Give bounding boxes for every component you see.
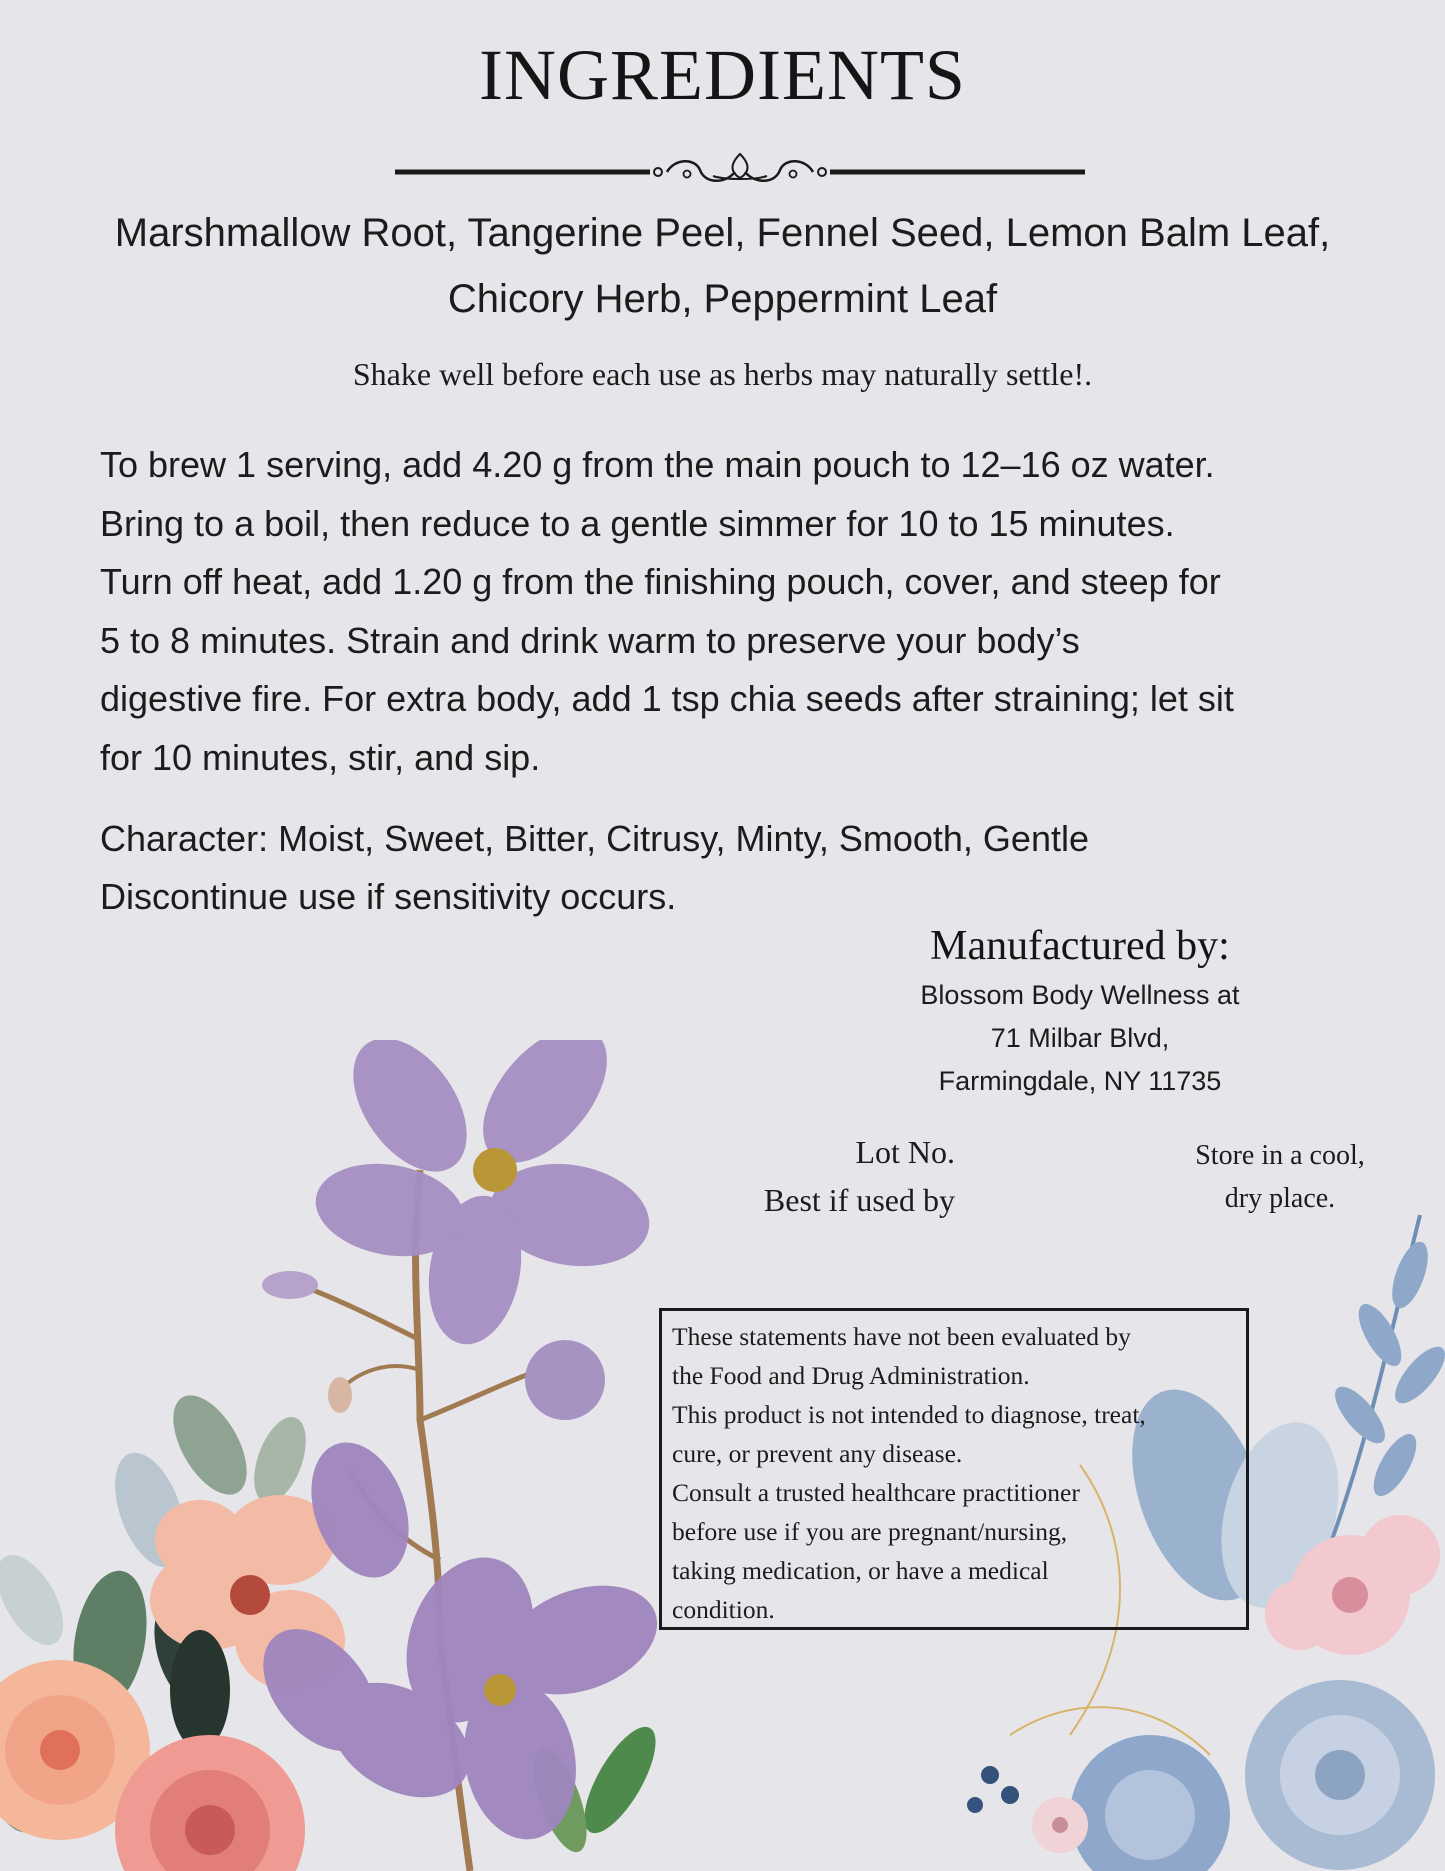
- fda-disclaimer-box: [659, 1308, 1249, 1630]
- discontinue-line: Discontinue use if sensitivity occurs.: [100, 876, 677, 917]
- directions-line: Bring to a boil, then reduce to a gentle simmer for 10 to 15 minutes.: [100, 502, 1175, 544]
- best-by-label: Best if used by: [763, 1182, 955, 1218]
- disclaimer-line: Consult a trusted healthcare practitioner: [672, 1478, 1080, 1507]
- directions-line: 5 to 8 minutes. Strain and drink warm to preserve your body’s: [100, 619, 1080, 661]
- disclaimer-line: cure, or prevent any disease.: [672, 1439, 963, 1468]
- storage-line: Store in a cool,: [1195, 1140, 1365, 1171]
- manufacturer-heading: Manufactured by:: [930, 923, 1230, 969]
- shake-note: Shake well before each use as herbs may naturally settle!.: [352, 356, 1093, 392]
- page-title: INGREDIENTS: [479, 35, 966, 115]
- disclaimer-line: the Food and Drug Administration.: [672, 1361, 1030, 1390]
- directions-line: Turn off heat, add 1.20 g from the finishing pouch, cover, and steep for: [100, 561, 1221, 603]
- brewing-directions: [100, 436, 1360, 788]
- disclaimer-line: These statements have not been evaluated by: [672, 1322, 1131, 1351]
- directions-line: for 10 minutes, stir, and sip.: [100, 736, 541, 778]
- storage-line: dry place.: [1224, 1183, 1336, 1214]
- disclaimer-line: This product is not intended to diagnose, treat,: [672, 1400, 1146, 1429]
- character-line: Character: Moist, Sweet, Bitter, Citrusy, Minty, Smooth, Gentle: [100, 818, 1089, 859]
- ingredients-line: Marshmallow Root, Tangerine Peel, Fennel Seed, Lemon Balm Leaf,: [114, 211, 1331, 255]
- manufacturer-line: Farmingdale, NY 11735: [938, 1066, 1222, 1096]
- disclaimer-line: before use if you are pregnant/nursing,: [672, 1517, 1068, 1546]
- directions-line: To brew 1 serving, add 4.20 g from the main pouch to 12–16 oz water.: [100, 444, 1215, 485]
- directions-line: digestive fire. For extra body, add 1 tsp chia seeds after straining; let sit: [100, 678, 1234, 720]
- lot-info: [680, 1128, 955, 1224]
- manufacturer-address: [880, 974, 1280, 1103]
- character-block: [100, 810, 1360, 926]
- disclaimer-line: taking medication, or have a medical: [672, 1556, 1049, 1585]
- storage-note: [1150, 1134, 1410, 1220]
- ingredients-line: Chicory Herb, Peppermint Leaf: [447, 277, 998, 321]
- manufacturer-line: 71 Milbar Blvd,: [990, 1023, 1170, 1053]
- ingredients-list: [60, 200, 1385, 332]
- ornamental-divider: [395, 150, 1085, 200]
- disclaimer-line: condition.: [672, 1595, 775, 1624]
- lot-number-label: Lot No.: [855, 1134, 955, 1170]
- manufacturer-line: Blossom Body Wellness at: [920, 980, 1240, 1010]
- floral-illustration-left: [0, 1040, 700, 1871]
